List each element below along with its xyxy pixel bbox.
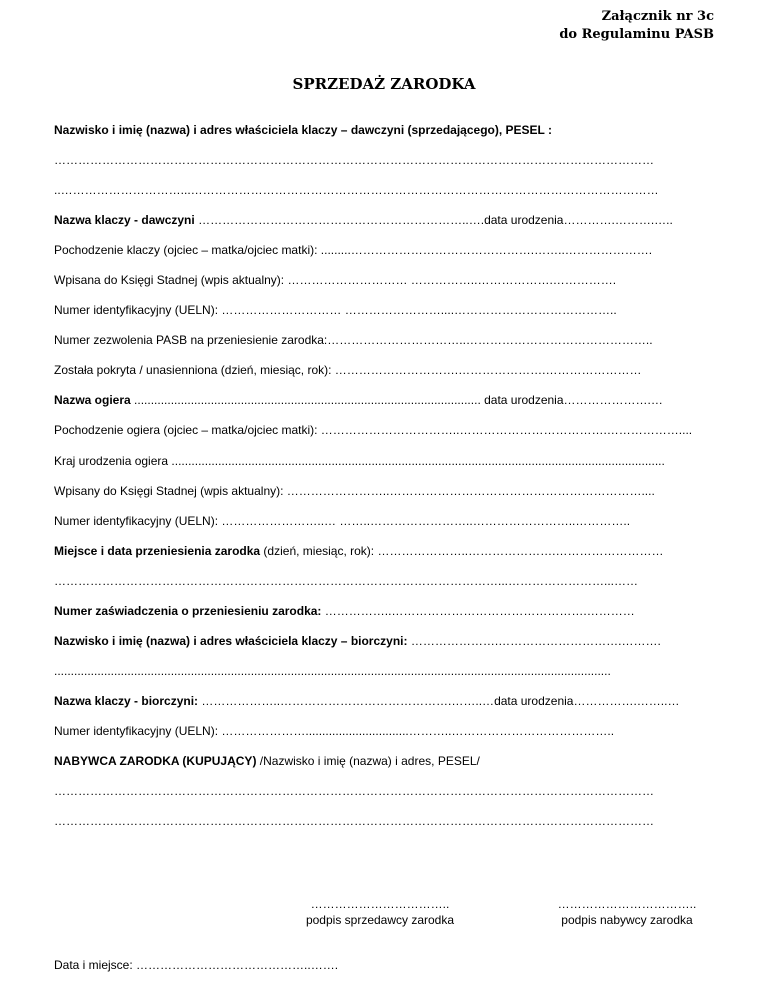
mare-donor-pedigree-label: Pochodzenie klaczy (ojciec – matka/ojciec matki): xyxy=(54,243,318,257)
buyer-field-2[interactable]: …………………………………………………………………………………………………………………………………… xyxy=(54,814,654,828)
buyer-signature-label: podpis nabywcy zarodka xyxy=(561,913,693,927)
buyer-field-1[interactable]: …………………………………………………………………………………………………………………………………… xyxy=(54,784,654,798)
covered-label: Została pokryta / unasienniona (dzień, miesiąc, rok): xyxy=(54,363,332,377)
mare-recipient-name-field[interactable]: ………………..…………………………………….……..… xyxy=(198,694,495,708)
seller-signature xyxy=(285,896,475,928)
mare-donor-studbook-field[interactable]: ………………………… ……………..……………….……………. xyxy=(284,273,617,287)
buyer-signature-field[interactable]: …………………………….. xyxy=(557,897,697,911)
buyer-row xyxy=(54,753,714,769)
transfer-place-date-label: Miejsce i data przeniesienia zarodka xyxy=(54,544,261,558)
owner-donor-field-1[interactable]: …………………………………………………………………………………………………………………………………… xyxy=(54,153,654,167)
owner-recipient-field-2[interactable]: ....................................................................................................................................................................... xyxy=(54,664,611,678)
owner-recipient-field[interactable]: ………………….………………………….………. xyxy=(407,634,661,648)
stallion-name-field[interactable]: ........................................................................................................ xyxy=(130,393,485,407)
stallion-pedigree-label: Pochodzenie ogiera (ojciec – matka/ojciec matki): xyxy=(54,423,318,437)
stallion-birth-field[interactable]: ………………….… xyxy=(563,393,663,407)
covered-row xyxy=(54,362,714,378)
mare-donor-studbook-label: Wpisana do Księgi Stadnej (wpis aktualny): xyxy=(54,273,285,287)
mare-recipient-birth-label: data urodzenia xyxy=(494,694,574,708)
mare-recipient-ueln-row xyxy=(54,723,714,739)
stallion-pedigree-row xyxy=(54,422,714,438)
mare-donor-studbook-row xyxy=(54,272,714,288)
mare-recipient-birth-field[interactable]: …………….……..… xyxy=(573,694,680,708)
buyer-hint: /Nazwisko i imię (nazwa) i adres, PESEL/ xyxy=(256,754,480,768)
stallion-birth-label: data urodzenia xyxy=(484,393,564,407)
attachment-number: Załącznik nr 3c xyxy=(601,9,714,24)
mare-donor-pedigree-field[interactable]: .........……………………………………….……..…………………. xyxy=(317,243,653,257)
stallion-country-row xyxy=(54,453,714,469)
stallion-ueln-row xyxy=(54,513,714,529)
date-place-row xyxy=(54,957,714,973)
stallion-ueln-field[interactable]: ……………………..… ……..……………………..……………………..………….. xyxy=(218,514,631,528)
transfer-place-date-field[interactable]: …………………..………………….……………………… xyxy=(374,544,664,558)
date-place-label: Data i miejsce: xyxy=(54,958,133,972)
mare-donor-name-label: Nazwa klaczy - dawczyni xyxy=(54,213,195,227)
mare-donor-pedigree-row xyxy=(54,242,714,258)
certificate-row xyxy=(54,603,714,619)
covered-field[interactable]: ………………………….………………….…………………… xyxy=(331,363,642,377)
stallion-studbook-field[interactable]: ……………………..……………………………………………………….... xyxy=(283,484,655,498)
mare-recipient-ueln-label: Numer identyfikacyjny (UELN): xyxy=(54,724,219,738)
certificate-label: Numer zaświadczenia o przeniesieniu zarodka: xyxy=(54,604,322,618)
stallion-name-label: Nazwa ogiera xyxy=(54,393,131,407)
transfer-place-date-field-2[interactable]: …………………………………………………………………………………………………...……………………...…… xyxy=(54,574,639,588)
buyer-signature xyxy=(532,896,722,928)
buyer-label: NABYWCA ZARODKA (KUPUJĄCY) xyxy=(54,754,257,768)
stallion-country-field[interactable]: .................................................................................................................................................... xyxy=(168,454,665,468)
seller-signature-label: podpis sprzedawcy zarodka xyxy=(305,913,455,927)
seller-signature-field[interactable]: …………………………….. xyxy=(310,897,450,911)
mare-recipient-ueln-field[interactable]: …………………...............................………..………………………………….. xyxy=(218,724,615,738)
attachment-regulation: do Regulaminu PASB xyxy=(559,27,714,42)
permit-row xyxy=(54,332,714,348)
stallion-studbook-row xyxy=(54,483,714,499)
stallion-ueln-label: Numer identyfikacyjny (UELN): xyxy=(54,514,219,528)
permit-field[interactable]: ……………………………..……………………………………….. xyxy=(327,333,653,347)
page-title: SPRZEDAŻ ZARODKA xyxy=(292,75,476,93)
mare-recipient-row xyxy=(54,693,714,709)
stallion-country-label: Kraj urodzenia ogiera xyxy=(54,454,169,468)
mare-donor-row xyxy=(54,212,714,228)
permit-label: Numer zezwolenia PASB na przeniesienie zarodka: xyxy=(54,333,328,347)
attachment-note xyxy=(559,8,714,44)
mare-donor-birth-label: data urodzenia xyxy=(484,213,564,227)
mare-donor-birth-field[interactable]: ………….……….….. xyxy=(563,213,673,227)
certificate-field[interactable]: ……………..………………………………………….………… xyxy=(321,604,635,618)
owner-recipient-label: Nazwisko i imię (nazwa) i adres właściciela klaczy – biorczyni: xyxy=(54,634,408,648)
mare-recipient-name-label: Nazwa klaczy - biorczyni: xyxy=(54,694,199,708)
transfer-place-date-row xyxy=(54,543,714,559)
mare-donor-ueln-field[interactable]: ………………………… ……………………....………………………………….. xyxy=(218,303,617,317)
stallion-pedigree-field[interactable]: ……………………………..……………………………….……………….... xyxy=(317,423,693,437)
transfer-place-date-hint: (dzień, miesiąc, rok): xyxy=(260,544,375,558)
mare-donor-ueln-row xyxy=(54,302,714,318)
mare-donor-name-field[interactable]: …………………………………………………………..…. xyxy=(194,213,485,227)
stallion-row xyxy=(54,392,714,408)
mare-donor-ueln-label: Numer identyfikacyjny (UELN): xyxy=(54,303,219,317)
owner-recipient-row xyxy=(54,633,714,649)
owner-donor-label: Nazwisko i imię (nazwa) i adres właściciela klaczy – dawczyni (sprzedającego), PESEL : xyxy=(54,123,552,137)
owner-donor-field-2[interactable]: ..…………………………...……………………………………………………………………………………………………… xyxy=(54,183,659,197)
stallion-studbook-label: Wpisany do Księgi Stadnej (wpis aktualny): xyxy=(54,484,284,498)
date-place-field[interactable]: ……………………………………..……. xyxy=(132,958,339,972)
